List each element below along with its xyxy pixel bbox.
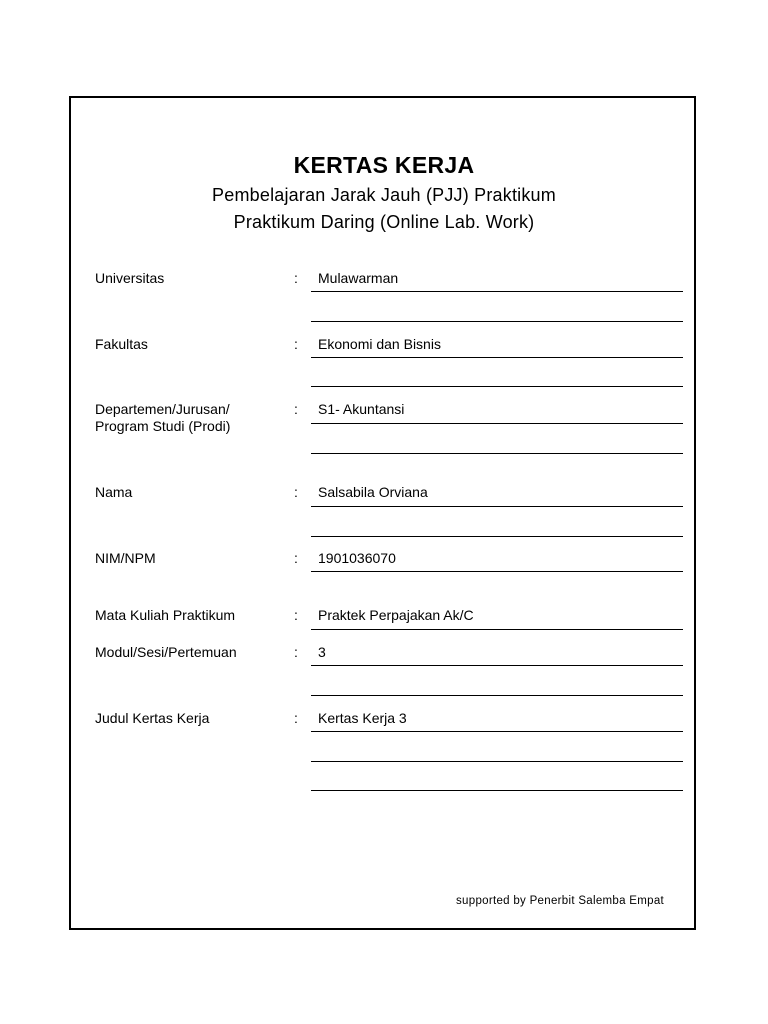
label-fakultas: Fakultas bbox=[95, 336, 148, 352]
rule-nim-1 bbox=[311, 571, 683, 572]
value-nama: Salsabila Orviana bbox=[318, 484, 428, 500]
value-prodi: S1- Akuntansi bbox=[318, 401, 405, 417]
rule-judul-2 bbox=[311, 761, 683, 762]
rule-fakultas-2 bbox=[311, 386, 683, 387]
rule-modul-1 bbox=[311, 665, 683, 666]
rule-nama-1 bbox=[311, 506, 683, 507]
value-nim: 1901036070 bbox=[318, 550, 396, 566]
rule-mata-kuliah-1 bbox=[311, 629, 683, 630]
colon-nim: : bbox=[294, 550, 298, 566]
label-modul: Modul/Sesi/Pertemuan bbox=[95, 644, 237, 660]
rule-judul-3 bbox=[311, 790, 683, 791]
rule-universitas-2 bbox=[311, 321, 683, 322]
colon-nama: : bbox=[294, 484, 298, 500]
value-judul: Kertas Kerja 3 bbox=[318, 710, 407, 726]
footer-credit: supported by Penerbit Salemba Empat bbox=[456, 895, 665, 907]
label-nim: NIM/NPM bbox=[95, 550, 156, 566]
rule-fakultas-1 bbox=[311, 357, 683, 358]
colon-modul: : bbox=[294, 644, 298, 660]
label-judul: Judul Kertas Kerja bbox=[95, 710, 210, 726]
document-title: KERTAS KERJA bbox=[293, 152, 475, 178]
label-mata-kuliah: Mata Kuliah Praktikum bbox=[95, 607, 236, 623]
value-universitas: Mulawarman bbox=[318, 270, 399, 286]
rule-judul-1 bbox=[311, 731, 683, 732]
label-universitas: Universitas bbox=[95, 270, 165, 286]
rule-nama-2 bbox=[311, 536, 683, 537]
colon-prodi: : bbox=[294, 401, 298, 417]
colon-judul: : bbox=[294, 710, 298, 726]
label-nama: Nama bbox=[95, 484, 133, 500]
value-mata-kuliah: Praktek Perpajakan Ak/C bbox=[318, 607, 474, 623]
rule-prodi-2 bbox=[311, 453, 683, 454]
rule-universitas-1 bbox=[311, 291, 683, 292]
value-modul: 3 bbox=[318, 644, 326, 660]
colon-fakultas: : bbox=[294, 336, 298, 352]
rule-prodi-1 bbox=[311, 423, 683, 424]
colon-mata-kuliah: : bbox=[294, 607, 298, 623]
document-subtitle-line1: Pembelajaran Jarak Jauh (PJJ) Praktikum bbox=[212, 185, 556, 205]
label-prodi: Departemen/Jurusan/ Program Studi (Prodi) bbox=[95, 401, 231, 434]
value-fakultas: Ekonomi dan Bisnis bbox=[318, 336, 441, 352]
rule-modul-2 bbox=[311, 695, 683, 696]
document-subtitle-line2: Praktikum Daring (Online Lab. Work) bbox=[233, 212, 535, 232]
colon-universitas: : bbox=[294, 270, 298, 286]
